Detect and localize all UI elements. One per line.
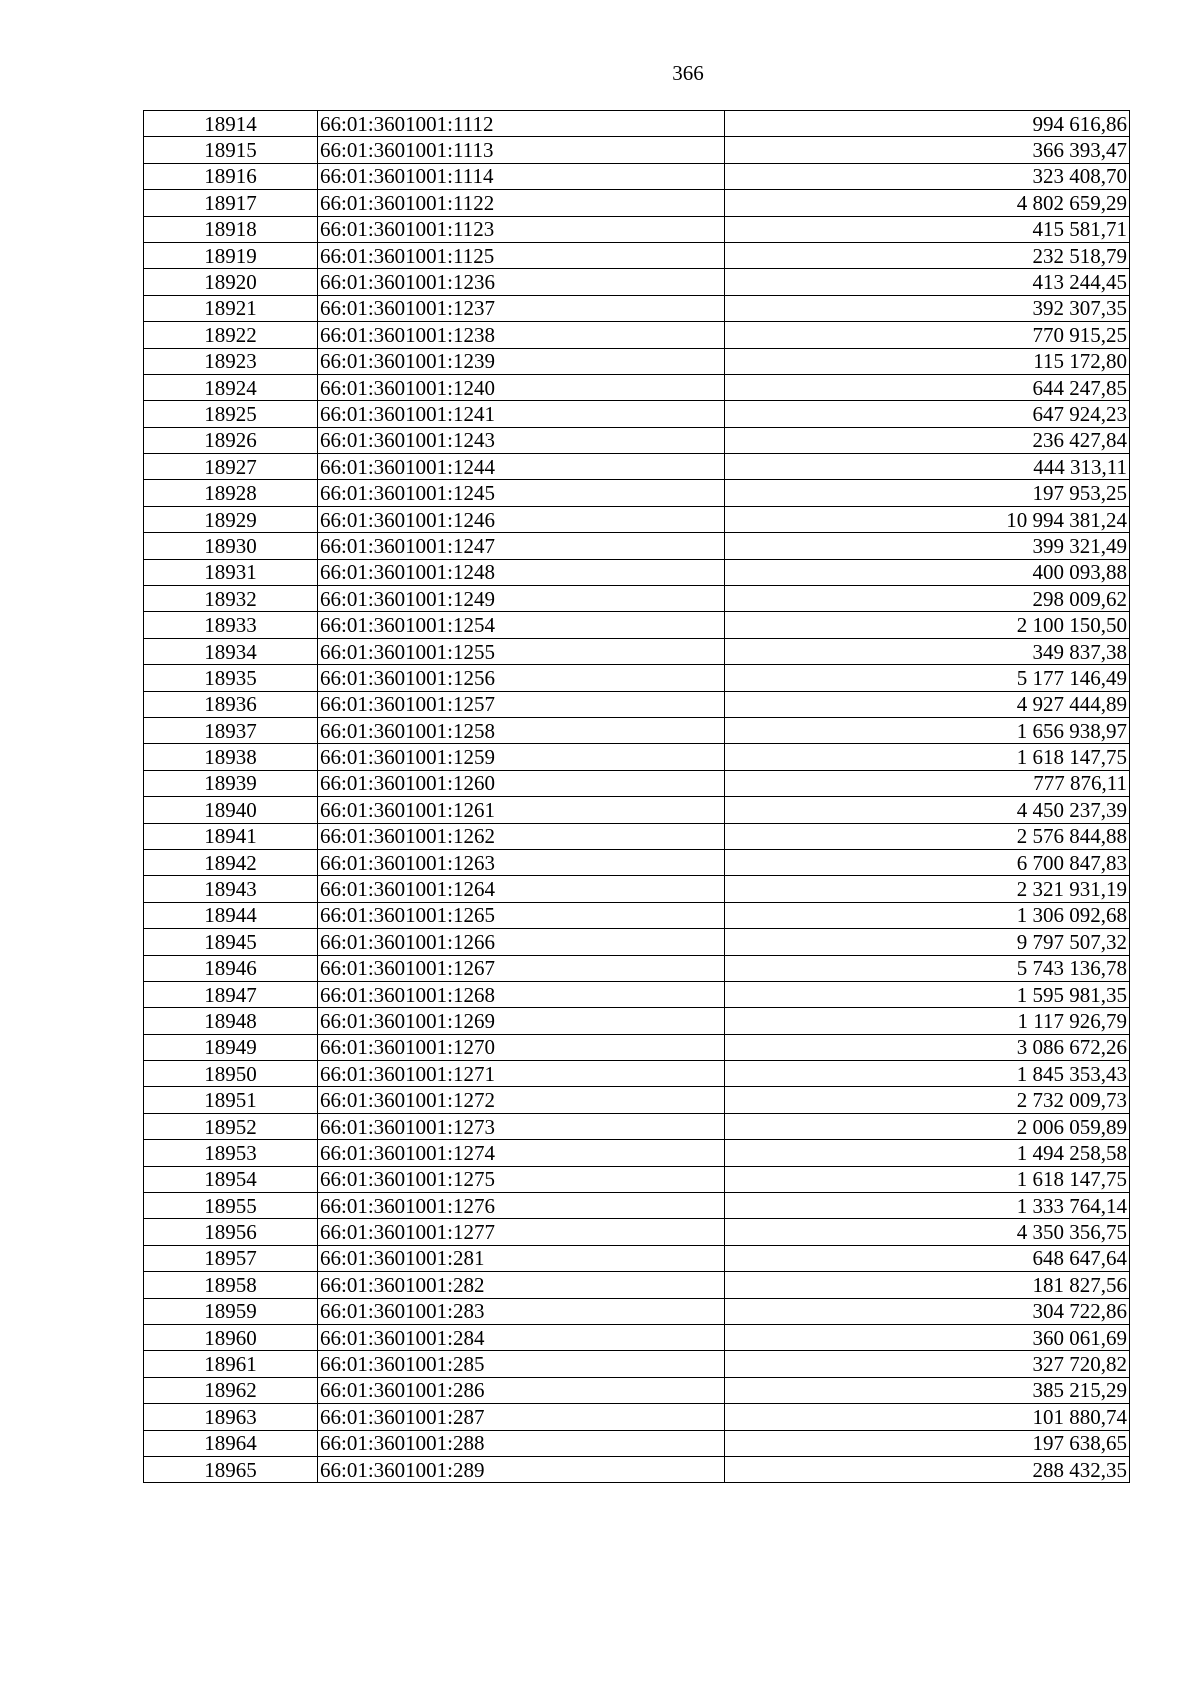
cadastral-number-cell: 66:01:3601001:288 bbox=[318, 1430, 725, 1456]
table-row bbox=[144, 1272, 1130, 1298]
table-row bbox=[144, 454, 1130, 480]
table-row bbox=[144, 1166, 1130, 1192]
cadastral-number-cell: 66:01:3601001:1257 bbox=[318, 691, 725, 717]
cadastral-number-cell: 66:01:3601001:1273 bbox=[318, 1113, 725, 1139]
table-row bbox=[144, 111, 1130, 137]
table-row bbox=[144, 717, 1130, 743]
cadastral-value-cell: 115 172,80 bbox=[725, 348, 1130, 374]
table-row bbox=[144, 902, 1130, 928]
table-row bbox=[144, 1008, 1130, 1034]
row-number-cell: 18948 bbox=[144, 1008, 318, 1034]
cadastral-number-cell: 66:01:3601001:1241 bbox=[318, 401, 725, 427]
cadastral-number-cell: 66:01:3601001:1271 bbox=[318, 1061, 725, 1087]
cadastral-number-cell: 66:01:3601001:1254 bbox=[318, 612, 725, 638]
cadastral-number-cell: 66:01:3601001:1243 bbox=[318, 427, 725, 453]
cadastral-number-cell: 66:01:3601001:289 bbox=[318, 1456, 725, 1482]
cadastral-value-cell: 304 722,86 bbox=[725, 1298, 1130, 1324]
row-number-cell: 18930 bbox=[144, 533, 318, 559]
cadastral-value-cell: 181 827,56 bbox=[725, 1272, 1130, 1298]
cadastral-value-cell: 323 408,70 bbox=[725, 163, 1130, 189]
cadastral-number-cell: 66:01:3601001:1258 bbox=[318, 717, 725, 743]
row-number-cell: 18954 bbox=[144, 1166, 318, 1192]
cadastral-number-cell: 66:01:3601001:1239 bbox=[318, 348, 725, 374]
cadastral-number-cell: 66:01:3601001:285 bbox=[318, 1351, 725, 1377]
cadastral-value-cell: 9 797 507,32 bbox=[725, 929, 1130, 955]
table-row bbox=[144, 559, 1130, 585]
cadastral-number-cell: 66:01:3601001:1248 bbox=[318, 559, 725, 585]
cadastral-value-cell: 1 306 092,68 bbox=[725, 902, 1130, 928]
table-row bbox=[144, 506, 1130, 532]
row-number-cell: 18960 bbox=[144, 1324, 318, 1350]
table-row bbox=[144, 1456, 1130, 1482]
row-number-cell: 18927 bbox=[144, 454, 318, 480]
cadastral-value-cell: 385 215,29 bbox=[725, 1377, 1130, 1403]
table-row bbox=[144, 770, 1130, 796]
table-row bbox=[144, 797, 1130, 823]
row-number-cell: 18915 bbox=[144, 137, 318, 163]
table-row bbox=[144, 849, 1130, 875]
table-row bbox=[144, 929, 1130, 955]
row-number-cell: 18946 bbox=[144, 955, 318, 981]
table-row bbox=[144, 1245, 1130, 1271]
cadastral-value-cell: 392 307,35 bbox=[725, 295, 1130, 321]
cadastral-value-cell: 2 732 009,73 bbox=[725, 1087, 1130, 1113]
cadastral-value-cell: 298 009,62 bbox=[725, 586, 1130, 612]
cadastral-value-cell: 1 845 353,43 bbox=[725, 1061, 1130, 1087]
row-number-cell: 18919 bbox=[144, 242, 318, 268]
row-number-cell: 18951 bbox=[144, 1087, 318, 1113]
cadastral-value-cell: 360 061,69 bbox=[725, 1324, 1130, 1350]
table-row bbox=[144, 480, 1130, 506]
cadastral-number-cell: 66:01:3601001:286 bbox=[318, 1377, 725, 1403]
table-row bbox=[144, 1034, 1130, 1060]
row-number-cell: 18942 bbox=[144, 849, 318, 875]
row-number-cell: 18953 bbox=[144, 1140, 318, 1166]
table-row bbox=[144, 638, 1130, 664]
cadastral-value-cell: 4 927 444,89 bbox=[725, 691, 1130, 717]
row-number-cell: 18947 bbox=[144, 981, 318, 1007]
cadastral-value-cell: 413 244,45 bbox=[725, 269, 1130, 295]
cadastral-number-cell: 66:01:3601001:281 bbox=[318, 1245, 725, 1271]
cadastral-number-cell: 66:01:3601001:284 bbox=[318, 1324, 725, 1350]
cadastral-number-cell: 66:01:3601001:1236 bbox=[318, 269, 725, 295]
row-number-cell: 18925 bbox=[144, 401, 318, 427]
row-number-cell: 18944 bbox=[144, 902, 318, 928]
cadastral-value-cell: 232 518,79 bbox=[725, 242, 1130, 268]
row-number-cell: 18917 bbox=[144, 190, 318, 216]
cadastral-number-cell: 66:01:3601001:1262 bbox=[318, 823, 725, 849]
cadastral-value-cell: 777 876,11 bbox=[725, 770, 1130, 796]
cadastral-value-cell: 236 427,84 bbox=[725, 427, 1130, 453]
row-number-cell: 18952 bbox=[144, 1113, 318, 1139]
cadastral-value-cell: 1 618 147,75 bbox=[725, 1166, 1130, 1192]
row-number-cell: 18963 bbox=[144, 1404, 318, 1430]
table-row bbox=[144, 374, 1130, 400]
cadastral-number-cell: 66:01:3601001:1259 bbox=[318, 744, 725, 770]
cadastral-value-cell: 1 595 981,35 bbox=[725, 981, 1130, 1007]
row-number-cell: 18929 bbox=[144, 506, 318, 532]
table-row bbox=[144, 1140, 1130, 1166]
cadastral-value-cell: 1 494 258,58 bbox=[725, 1140, 1130, 1166]
cadastral-value-cell: 5 743 136,78 bbox=[725, 955, 1130, 981]
table-row bbox=[144, 295, 1130, 321]
row-number-cell: 18945 bbox=[144, 929, 318, 955]
row-number-cell: 18943 bbox=[144, 876, 318, 902]
cadastral-value-cell: 415 581,71 bbox=[725, 216, 1130, 242]
row-number-cell: 18949 bbox=[144, 1034, 318, 1060]
table-row bbox=[144, 1430, 1130, 1456]
cadastral-number-cell: 66:01:3601001:1261 bbox=[318, 797, 725, 823]
cadastral-value-cell: 5 177 146,49 bbox=[725, 665, 1130, 691]
cadastral-number-cell: 66:01:3601001:1122 bbox=[318, 190, 725, 216]
cadastral-value-cell: 10 994 381,24 bbox=[725, 506, 1130, 532]
cadastral-value-cell: 101 880,74 bbox=[725, 1404, 1130, 1430]
table-row bbox=[144, 137, 1130, 163]
cadastral-value-cell: 770 915,25 bbox=[725, 322, 1130, 348]
cadastral-number-cell: 66:01:3601001:1244 bbox=[318, 454, 725, 480]
cadastral-number-cell: 66:01:3601001:283 bbox=[318, 1298, 725, 1324]
table-row bbox=[144, 1351, 1130, 1377]
cadastral-number-cell: 66:01:3601001:1265 bbox=[318, 902, 725, 928]
table-row bbox=[144, 823, 1130, 849]
cadastral-number-cell: 66:01:3601001:1247 bbox=[318, 533, 725, 559]
cadastral-value-cell: 644 247,85 bbox=[725, 374, 1130, 400]
table-row bbox=[144, 190, 1130, 216]
table-row bbox=[144, 348, 1130, 374]
cadastral-number-cell: 66:01:3601001:1240 bbox=[318, 374, 725, 400]
row-number-cell: 18936 bbox=[144, 691, 318, 717]
table-row bbox=[144, 612, 1130, 638]
cadastral-number-cell: 66:01:3601001:1275 bbox=[318, 1166, 725, 1192]
row-number-cell: 18935 bbox=[144, 665, 318, 691]
cadastral-number-cell: 66:01:3601001:1237 bbox=[318, 295, 725, 321]
cadastral-value-cell: 4 450 237,39 bbox=[725, 797, 1130, 823]
row-number-cell: 18931 bbox=[144, 559, 318, 585]
cadastral-value-cell: 349 837,38 bbox=[725, 638, 1130, 664]
cadastral-number-cell: 66:01:3601001:1112 bbox=[318, 111, 725, 137]
table-row bbox=[144, 876, 1130, 902]
page-number: 366 bbox=[672, 61, 704, 85]
row-number-cell: 18965 bbox=[144, 1456, 318, 1482]
cadastral-value-cell: 1 333 764,14 bbox=[725, 1193, 1130, 1219]
table-row bbox=[144, 1377, 1130, 1403]
cadastral-value-cell: 994 616,86 bbox=[725, 111, 1130, 137]
table-row bbox=[144, 269, 1130, 295]
row-number-cell: 18914 bbox=[144, 111, 318, 137]
cadastral-number-cell: 66:01:3601001:1260 bbox=[318, 770, 725, 796]
cadastral-number-cell: 66:01:3601001:1113 bbox=[318, 137, 725, 163]
row-number-cell: 18941 bbox=[144, 823, 318, 849]
cadastral-number-cell: 66:01:3601001:1277 bbox=[318, 1219, 725, 1245]
cadastral-value-cell: 197 953,25 bbox=[725, 480, 1130, 506]
row-number-cell: 18928 bbox=[144, 480, 318, 506]
cadastral-value-cell: 2 321 931,19 bbox=[725, 876, 1130, 902]
cadastral-number-cell: 66:01:3601001:1114 bbox=[318, 163, 725, 189]
row-number-cell: 18939 bbox=[144, 770, 318, 796]
table-row bbox=[144, 1061, 1130, 1087]
table-row bbox=[144, 1113, 1130, 1139]
table-row bbox=[144, 163, 1130, 189]
row-number-cell: 18964 bbox=[144, 1430, 318, 1456]
table-row bbox=[144, 955, 1130, 981]
cadastral-number-cell: 66:01:3601001:1263 bbox=[318, 849, 725, 875]
cadastral-value-cell: 444 313,11 bbox=[725, 454, 1130, 480]
row-number-cell: 18921 bbox=[144, 295, 318, 321]
cadastral-value-cell: 399 321,49 bbox=[725, 533, 1130, 559]
table-row bbox=[144, 427, 1130, 453]
table-row bbox=[144, 322, 1130, 348]
table-row bbox=[144, 1324, 1130, 1350]
cadastral-number-cell: 66:01:3601001:1270 bbox=[318, 1034, 725, 1060]
cadastral-value-cell: 327 720,82 bbox=[725, 1351, 1130, 1377]
row-number-cell: 18933 bbox=[144, 612, 318, 638]
row-number-cell: 18955 bbox=[144, 1193, 318, 1219]
cadastral-value-cell: 2 100 150,50 bbox=[725, 612, 1130, 638]
row-number-cell: 18958 bbox=[144, 1272, 318, 1298]
table-row bbox=[144, 1298, 1130, 1324]
cadastral-number-cell: 66:01:3601001:287 bbox=[318, 1404, 725, 1430]
table-row bbox=[144, 981, 1130, 1007]
row-number-cell: 18922 bbox=[144, 322, 318, 348]
table-row bbox=[144, 665, 1130, 691]
cadastral-number-cell: 66:01:3601001:1256 bbox=[318, 665, 725, 691]
row-number-cell: 18956 bbox=[144, 1219, 318, 1245]
cadastral-value-cell: 1 618 147,75 bbox=[725, 744, 1130, 770]
cadastral-number-cell: 66:01:3601001:1238 bbox=[318, 322, 725, 348]
row-number-cell: 18950 bbox=[144, 1061, 318, 1087]
cadastral-number-cell: 66:01:3601001:1255 bbox=[318, 638, 725, 664]
cadastral-number-cell: 66:01:3601001:1246 bbox=[318, 506, 725, 532]
table-row bbox=[144, 533, 1130, 559]
cadastral-number-cell: 66:01:3601001:1267 bbox=[318, 955, 725, 981]
row-number-cell: 18920 bbox=[144, 269, 318, 295]
row-number-cell: 18916 bbox=[144, 163, 318, 189]
cadastral-number-cell: 66:01:3601001:1264 bbox=[318, 876, 725, 902]
cadastral-number-cell: 66:01:3601001:1272 bbox=[318, 1087, 725, 1113]
cadastral-number-cell: 66:01:3601001:1123 bbox=[318, 216, 725, 242]
row-number-cell: 18940 bbox=[144, 797, 318, 823]
cadastral-value-cell: 1 656 938,97 bbox=[725, 717, 1130, 743]
cadastral-value-cell: 366 393,47 bbox=[725, 137, 1130, 163]
row-number-cell: 18962 bbox=[144, 1377, 318, 1403]
row-number-cell: 18923 bbox=[144, 348, 318, 374]
cadastral-value-cell: 4 802 659,29 bbox=[725, 190, 1130, 216]
row-number-cell: 18918 bbox=[144, 216, 318, 242]
cadastral-value-table bbox=[143, 110, 1130, 1483]
cadastral-number-cell: 66:01:3601001:1269 bbox=[318, 1008, 725, 1034]
table-row bbox=[144, 1193, 1130, 1219]
row-number-cell: 18961 bbox=[144, 1351, 318, 1377]
cadastral-value-cell: 3 086 672,26 bbox=[725, 1034, 1130, 1060]
table-row bbox=[144, 1219, 1130, 1245]
table-body bbox=[144, 111, 1130, 1483]
cadastral-number-cell: 66:01:3601001:1266 bbox=[318, 929, 725, 955]
row-number-cell: 18926 bbox=[144, 427, 318, 453]
cadastral-value-cell: 6 700 847,83 bbox=[725, 849, 1130, 875]
table-row bbox=[144, 691, 1130, 717]
cadastral-value-cell: 197 638,65 bbox=[725, 1430, 1130, 1456]
table-row bbox=[144, 242, 1130, 268]
cadastral-value-cell: 648 647,64 bbox=[725, 1245, 1130, 1271]
row-number-cell: 18932 bbox=[144, 586, 318, 612]
cadastral-value-cell: 288 432,35 bbox=[725, 1456, 1130, 1482]
cadastral-number-cell: 66:01:3601001:1274 bbox=[318, 1140, 725, 1166]
cadastral-number-cell: 66:01:3601001:1249 bbox=[318, 586, 725, 612]
table-row bbox=[144, 216, 1130, 242]
row-number-cell: 18924 bbox=[144, 374, 318, 400]
table-row bbox=[144, 586, 1130, 612]
cadastral-number-cell: 66:01:3601001:282 bbox=[318, 1272, 725, 1298]
row-number-cell: 18937 bbox=[144, 717, 318, 743]
cadastral-value-cell: 400 093,88 bbox=[725, 559, 1130, 585]
row-number-cell: 18938 bbox=[144, 744, 318, 770]
cadastral-value-cell: 4 350 356,75 bbox=[725, 1219, 1130, 1245]
cadastral-value-cell: 1 117 926,79 bbox=[725, 1008, 1130, 1034]
row-number-cell: 18957 bbox=[144, 1245, 318, 1271]
table-row bbox=[144, 1404, 1130, 1430]
row-number-cell: 18934 bbox=[144, 638, 318, 664]
cadastral-number-cell: 66:01:3601001:1125 bbox=[318, 242, 725, 268]
cadastral-value-cell: 647 924,23 bbox=[725, 401, 1130, 427]
table-row bbox=[144, 401, 1130, 427]
cadastral-value-cell: 2 576 844,88 bbox=[725, 823, 1130, 849]
table-row bbox=[144, 744, 1130, 770]
row-number-cell: 18959 bbox=[144, 1298, 318, 1324]
table-row bbox=[144, 1087, 1130, 1113]
cadastral-number-cell: 66:01:3601001:1268 bbox=[318, 981, 725, 1007]
cadastral-number-cell: 66:01:3601001:1245 bbox=[318, 480, 725, 506]
cadastral-number-cell: 66:01:3601001:1276 bbox=[318, 1193, 725, 1219]
cadastral-value-cell: 2 006 059,89 bbox=[725, 1113, 1130, 1139]
